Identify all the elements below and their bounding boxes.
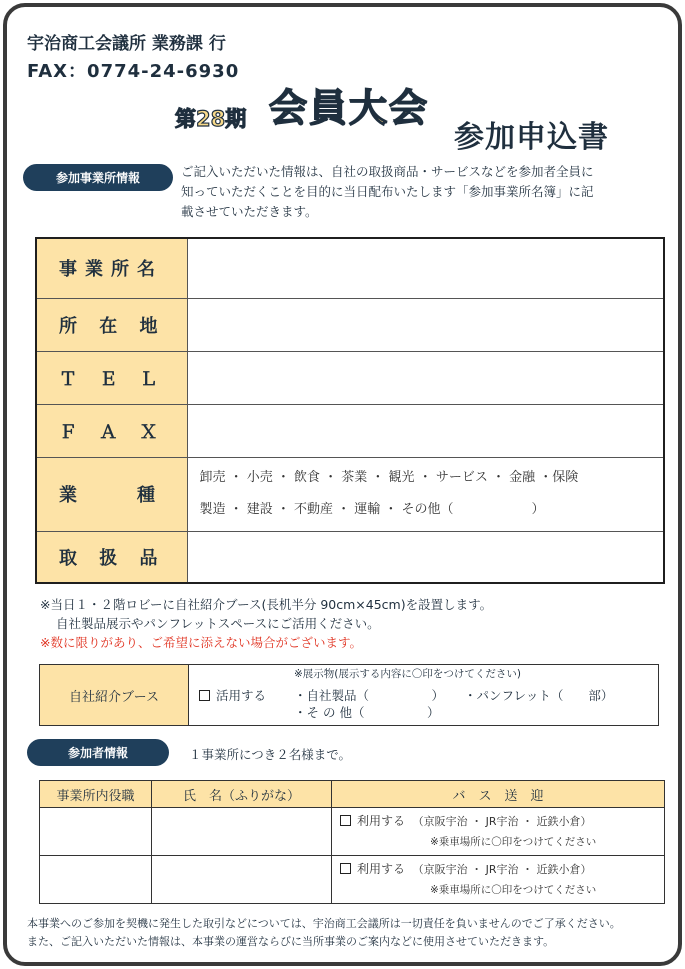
booth-use-option[interactable]	[199, 686, 266, 704]
bus-option-1[interactable]	[340, 811, 664, 832]
bus-option-2[interactable]	[340, 859, 664, 880]
column-header-bus: バ ス 送 迎	[332, 781, 665, 808]
position-field-1[interactable]	[40, 808, 152, 856]
bus-note: ※乗車場所に〇印をつけてください	[430, 836, 597, 848]
table-row	[36, 351, 664, 404]
field-label-tel: Ｔ Ｅ Ｌ	[36, 351, 187, 404]
footer-line: 本事業へのご参加を契機に発生した取引などについては、宇治商工会議所は一切責任を負いませんのでご了承ください。	[27, 917, 621, 930]
bus-use-label: 利用する	[357, 862, 406, 876]
booth-label: 自社紹介ブース	[40, 665, 189, 726]
table-row	[36, 457, 664, 531]
bus-note: ※乗車場所に〇印をつけてください	[430, 884, 597, 896]
checkbox-icon[interactable]	[340, 863, 351, 874]
booth-item-pamphlet[interactable]: ・パンフレット（ 部）	[464, 688, 614, 703]
note-line: ※当日１・２階ロビーに自社紹介ブース(長机半分 90cm×45cm)を設置します。	[40, 597, 493, 612]
checkbox-icon[interactable]	[199, 690, 210, 701]
booth-table	[39, 664, 659, 726]
form-page	[3, 3, 682, 966]
field-label-address: 所 在 地	[36, 298, 187, 351]
table-row	[40, 665, 659, 726]
period-label: 第28期	[175, 107, 247, 131]
footer-line: また、ご記入いただいた情報は、本事業の運営ならびに当所事業のご案内などに使用させていただきます。	[27, 935, 555, 948]
booth-options	[189, 665, 659, 726]
industry-options-1[interactable]: 卸売 ・ 小売 ・ 飲食 ・ 茶業 ・ 観光 ・ サービス ・ 金融 ・保険	[199, 470, 579, 485]
table-row	[36, 404, 664, 457]
section-intro	[181, 162, 671, 222]
field-label-industry: 業 種	[36, 457, 187, 531]
bus-stations: （京阪宇治 ・ JR宇治 ・ 近鉄小倉）	[412, 815, 592, 828]
intro-line: 知っていただくことを目的に当日配布いたします「参加事業所名簿」に記	[181, 184, 594, 199]
table-row	[40, 856, 665, 904]
booth-item-products[interactable]: ・自社製品（ ）	[294, 688, 445, 703]
booth-use-label: 活用する	[216, 688, 267, 703]
table-row	[36, 298, 664, 351]
field-label-company-name: 事業所名	[36, 238, 187, 298]
position-field-2[interactable]	[40, 856, 152, 904]
checkbox-icon[interactable]	[340, 815, 351, 826]
industry-options-2[interactable]: 製造 ・ 建設 ・ 不動産 ・ 運輸 ・ その他（ ）	[199, 502, 545, 517]
fax-field[interactable]	[187, 404, 664, 457]
table-header-row	[40, 781, 665, 808]
tel-field[interactable]	[187, 351, 664, 404]
bus-stations: （京阪宇治 ・ JR宇治 ・ 近鉄小倉）	[412, 863, 592, 876]
table-row	[36, 531, 664, 583]
warning-note: ※数に限りがあり、ご希望に添えない場合がございます。	[40, 635, 362, 650]
intro-line: ご記入いただいた情報は、自社の取扱商品・サービスなどを参加者全員に	[181, 164, 594, 179]
field-label-fax: Ｆ Ａ Ｘ	[36, 404, 187, 457]
company-info-table	[35, 237, 665, 584]
recipient-line: 宇治商工会議所 業務課 行	[27, 34, 226, 54]
bus-cell-1	[332, 808, 665, 856]
section-label-participants: 参加者情報	[27, 739, 169, 766]
participants-table	[39, 780, 665, 904]
industry-field[interactable]	[187, 457, 664, 531]
products-field[interactable]	[187, 531, 664, 583]
company-name-field[interactable]	[187, 238, 664, 298]
footer-disclaimer	[27, 915, 621, 951]
bus-use-label: 利用する	[357, 814, 406, 828]
fax-number: FAX：0774-24-6930	[27, 61, 240, 82]
booth-notes	[40, 595, 492, 652]
bus-cell-2	[332, 856, 665, 904]
participants-note: １事業所につき２名様まで。	[189, 747, 352, 762]
form-title: 参加申込書	[454, 120, 609, 155]
table-row	[36, 238, 664, 298]
field-label-products: 取 扱 品	[36, 531, 187, 583]
meeting-title: 会員大会	[269, 86, 430, 130]
column-header-name: 氏 名（ふりがな）	[152, 781, 332, 808]
column-header-position: 事業所内役職	[40, 781, 152, 808]
intro-line: 載させていただきます。	[181, 204, 318, 219]
note-line: 自社製品展示やパンフレットスペースにご活用ください。	[56, 616, 380, 631]
name-field-2[interactable]	[152, 856, 332, 904]
booth-note: ※展示物(展示する内容に〇印をつけてください)	[294, 668, 521, 680]
booth-item-other[interactable]: ・そ の 他（ ）	[294, 705, 440, 720]
table-row	[40, 808, 665, 856]
address-field[interactable]	[187, 298, 664, 351]
name-field-1[interactable]	[152, 808, 332, 856]
section-label-company: 参加事業所情報	[23, 164, 173, 191]
